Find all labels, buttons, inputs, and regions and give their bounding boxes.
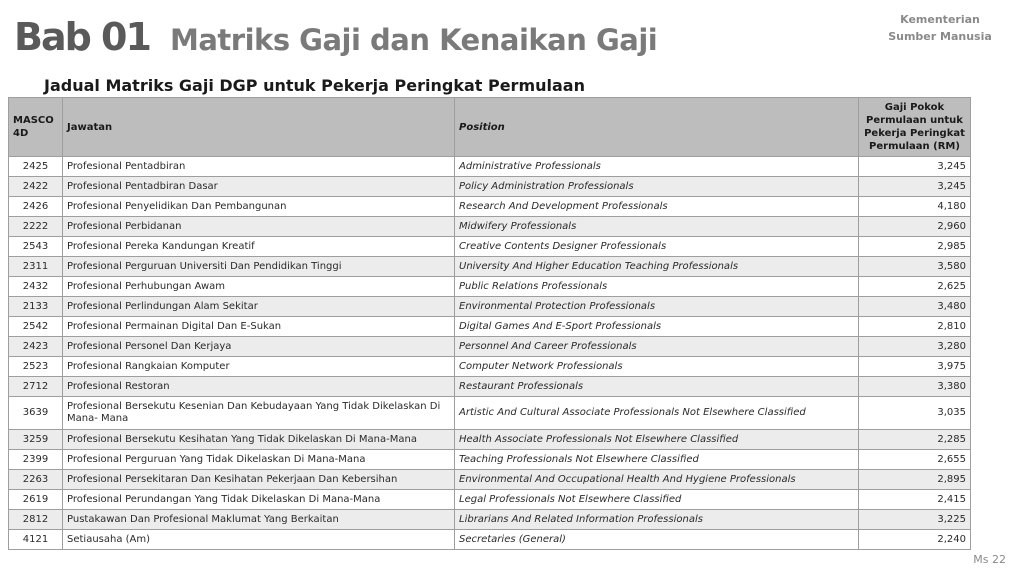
jawatan-cell: Profesional Pereka Kandungan Kreatif [63, 237, 455, 257]
table-row [9, 297, 971, 317]
header-position: Position [455, 98, 859, 157]
table-row [9, 277, 971, 297]
table-row [9, 510, 971, 530]
jawatan-cell: Profesional Perundangan Yang Tidak Dikelaskan Di Mana-Mana [63, 490, 455, 510]
code-cell: 2712 [9, 377, 63, 397]
salary-cell: 2,240 [859, 530, 971, 550]
organization-line-2: Sumber Manusia [888, 30, 992, 43]
salary-cell: 3,280 [859, 337, 971, 357]
organization-name [870, 11, 1010, 45]
position-cell: Secretaries (General) [455, 530, 859, 550]
position-cell: Administrative Professionals [455, 157, 859, 177]
table-row [9, 357, 971, 377]
position-cell: Artistic And Cultural Associate Professionals Not Elsewhere Classified [455, 397, 859, 430]
code-cell: 4121 [9, 530, 63, 550]
code-cell: 2422 [9, 177, 63, 197]
header-jawatan: Jawatan [63, 98, 455, 157]
position-cell: University And Higher Education Teaching Professionals [455, 257, 859, 277]
jawatan-cell: Pustakawan Dan Profesional Maklumat Yang Berkaitan [63, 510, 455, 530]
table-header-row [9, 98, 971, 157]
jawatan-cell: Profesional Perguruan Universiti Dan Pendidikan Tinggi [63, 257, 455, 277]
table-row [9, 430, 971, 450]
position-cell: Legal Professionals Not Elsewhere Classified [455, 490, 859, 510]
position-cell: Environmental Protection Professionals [455, 297, 859, 317]
position-cell: Public Relations Professionals [455, 277, 859, 297]
table-row [9, 530, 971, 550]
header-salary: Gaji Pokok Permulaan untuk Pekerja Peringkat Permulaan (RM) [859, 98, 971, 157]
jawatan-cell: Profesional Perhubungan Awam [63, 277, 455, 297]
jawatan-cell: Profesional Bersekutu Kesihatan Yang Tidak Dikelaskan Di Mana-Mana [63, 430, 455, 450]
code-cell: 2311 [9, 257, 63, 277]
jawatan-cell: Profesional Perbidanan [63, 217, 455, 237]
jawatan-cell: Profesional Persekitaran Dan Kesihatan Pekerjaan Dan Kebersihan [63, 470, 455, 490]
jawatan-cell: Profesional Perguruan Yang Tidak Dikelaskan Di Mana-Mana [63, 450, 455, 470]
jawatan-cell: Profesional Permainan Digital Dan E-Sukan [63, 317, 455, 337]
position-cell: Research And Development Professionals [455, 197, 859, 217]
table-row [9, 237, 971, 257]
salary-cell: 2,625 [859, 277, 971, 297]
code-cell: 2425 [9, 157, 63, 177]
salary-cell: 2,415 [859, 490, 971, 510]
table-row [9, 217, 971, 237]
salary-cell: 2,810 [859, 317, 971, 337]
table-row [9, 257, 971, 277]
position-cell: Midwifery Professionals [455, 217, 859, 237]
position-cell: Computer Network Professionals [455, 357, 859, 377]
table-row [9, 450, 971, 470]
code-cell: 2263 [9, 470, 63, 490]
position-cell: Digital Games And E-Sport Professionals [455, 317, 859, 337]
code-cell: 2423 [9, 337, 63, 357]
code-cell: 3639 [9, 397, 63, 430]
salary-cell: 2,960 [859, 217, 971, 237]
position-cell: Restaurant Professionals [455, 377, 859, 397]
table-row [9, 317, 971, 337]
table-row [9, 490, 971, 510]
table-body [9, 157, 971, 550]
salary-cell: 3,245 [859, 157, 971, 177]
salary-cell: 3,035 [859, 397, 971, 430]
table-row [9, 337, 971, 357]
code-cell: 2542 [9, 317, 63, 337]
salary-matrix-table [8, 97, 971, 550]
salary-cell: 3,975 [859, 357, 971, 377]
code-cell: 2432 [9, 277, 63, 297]
position-cell: Creative Contents Designer Professionals [455, 237, 859, 257]
salary-cell: 3,225 [859, 510, 971, 530]
organization-line-1: Kementerian [900, 13, 980, 26]
jawatan-cell: Profesional Pentadbiran [63, 157, 455, 177]
jawatan-cell: Setiausaha (Am) [63, 530, 455, 550]
jawatan-cell: Profesional Restoran [63, 377, 455, 397]
table-row [9, 177, 971, 197]
table-row [9, 197, 971, 217]
jawatan-cell: Profesional Penyelidikan Dan Pembangunan [63, 197, 455, 217]
table-row [9, 377, 971, 397]
jawatan-cell: Profesional Rangkaian Komputer [63, 357, 455, 377]
chapter-label: Bab 01 [14, 15, 150, 59]
jawatan-cell: Profesional Bersekutu Kesenian Dan Kebudayaan Yang Tidak Dikelaskan Di Mana- Mana [63, 397, 455, 430]
position-cell: Environmental And Occupational Health And Hygiene Professionals [455, 470, 859, 490]
page-number: Ms 22 [973, 553, 1006, 566]
salary-cell: 2,895 [859, 470, 971, 490]
code-cell: 2619 [9, 490, 63, 510]
salary-cell: 2,655 [859, 450, 971, 470]
salary-cell: 3,480 [859, 297, 971, 317]
code-cell: 2426 [9, 197, 63, 217]
jawatan-cell: Profesional Personel Dan Kerjaya [63, 337, 455, 357]
salary-cell: 4,180 [859, 197, 971, 217]
position-cell: Personnel And Career Professionals [455, 337, 859, 357]
position-cell: Librarians And Related Information Professionals [455, 510, 859, 530]
code-cell: 2133 [9, 297, 63, 317]
salary-cell: 3,580 [859, 257, 971, 277]
table-row [9, 470, 971, 490]
salary-cell: 2,285 [859, 430, 971, 450]
code-cell: 3259 [9, 430, 63, 450]
code-cell: 2222 [9, 217, 63, 237]
table-row [9, 397, 971, 430]
code-cell: 2399 [9, 450, 63, 470]
page-title: Matriks Gaji dan Kenaikan Gaji [170, 23, 658, 57]
position-cell: Policy Administration Professionals [455, 177, 859, 197]
position-cell: Teaching Professionals Not Elsewhere Classified [455, 450, 859, 470]
code-cell: 2543 [9, 237, 63, 257]
header-masco-code: MASCO 4D [9, 98, 63, 157]
jawatan-cell: Profesional Pentadbiran Dasar [63, 177, 455, 197]
jawatan-cell: Profesional Perlindungan Alam Sekitar [63, 297, 455, 317]
salary-cell: 2,985 [859, 237, 971, 257]
code-cell: 2523 [9, 357, 63, 377]
code-cell: 2812 [9, 510, 63, 530]
salary-cell: 3,245 [859, 177, 971, 197]
position-cell: Health Associate Professionals Not Elsewhere Classified [455, 430, 859, 450]
table-row [9, 157, 971, 177]
salary-cell: 3,380 [859, 377, 971, 397]
table-title: Jadual Matriks Gaji DGP untuk Pekerja Peringkat Permulaan [44, 76, 585, 95]
